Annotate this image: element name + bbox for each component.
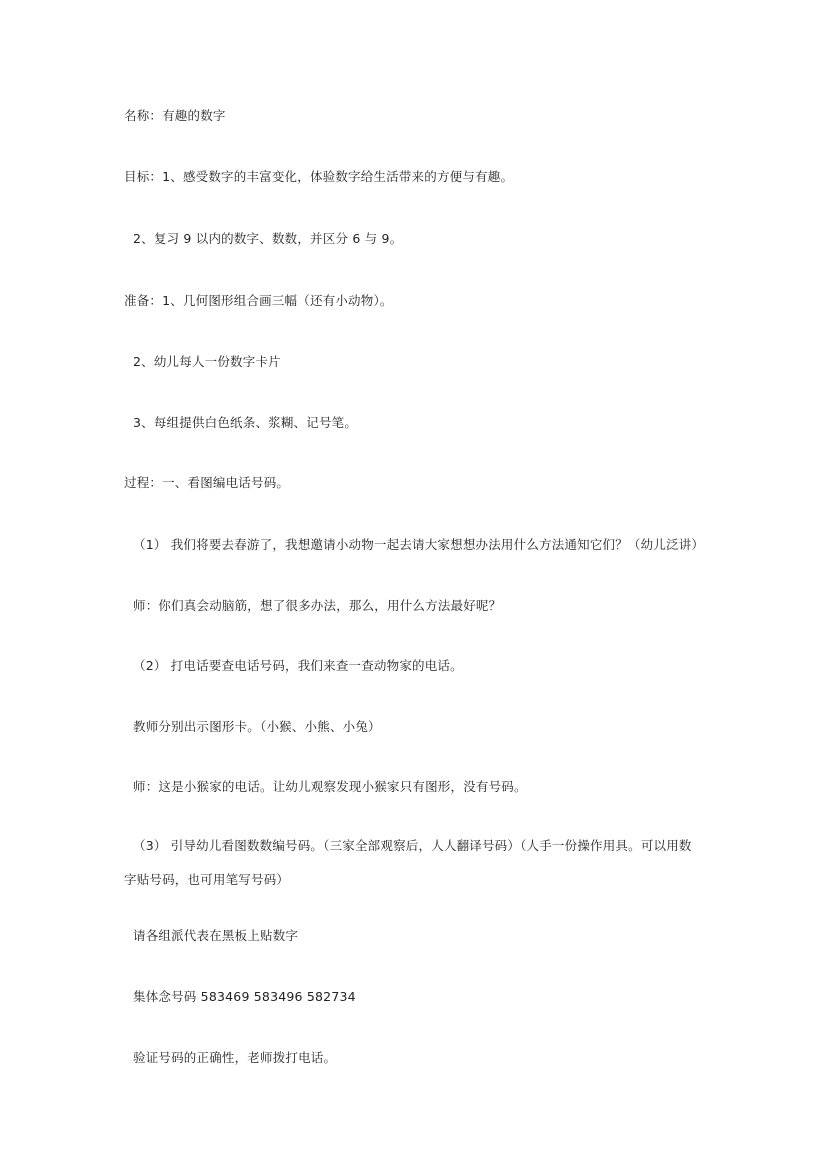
goal-line-2: 2、复习 9 以内的数字、数数，并区分 6 与 9。 <box>133 231 403 246</box>
phone-number-line: 集体念号码 583469 583496 582734 <box>133 989 356 1004</box>
teacher-line-1: 师：你们真会动脑筋，想了很多办法，那么，用什么方法最好呢？ <box>133 598 502 613</box>
group-instruction-line: 请各组派代表在黑板上贴数字 <box>133 928 299 943</box>
prep-line-1: 准备：1、几何图形组合画三幅（还有小动物）。 <box>124 293 393 308</box>
teacher-line-3: 师：这是小猴家的电话。让幼儿观察发现小猴家只有图形，没有号码。 <box>133 779 527 794</box>
prep-line-3: 3、每组提供白色纸条、浆糊、记号笔。 <box>133 415 358 430</box>
teacher-line-2: 教师分别出示图形卡。（小猴、小熊、小兔） <box>133 719 381 734</box>
verification-line: 验证号码的正确性，老师拨打电话。 <box>133 1050 337 1065</box>
process-step-3: （3） 引导幼儿看图数数编号码。（三家全部观察后，人人翻译号码）（人手一份操作用具。可以用数字贴号码，也可用笔写号码） <box>124 838 692 887</box>
process-step-2: （2） 打电话要查电话号码，我们来查一查动物家的电话。 <box>133 658 463 673</box>
title-line: 名称：有趣的数字 <box>124 108 226 123</box>
process-step-1: （1） 我们将要去春游了，我想邀请小动物一起去请大家想想办法用什么方法通知它们？（幼儿泛讲） <box>133 537 705 552</box>
process-line-1: 过程：一、看图编电话号码。 <box>124 475 290 490</box>
goal-line-1: 目标：1、感受数字的丰富变化，体验数字给生活带来的方便与有趣。 <box>124 169 514 184</box>
prep-line-2: 2、幼儿每人一份数字卡片 <box>133 354 281 369</box>
